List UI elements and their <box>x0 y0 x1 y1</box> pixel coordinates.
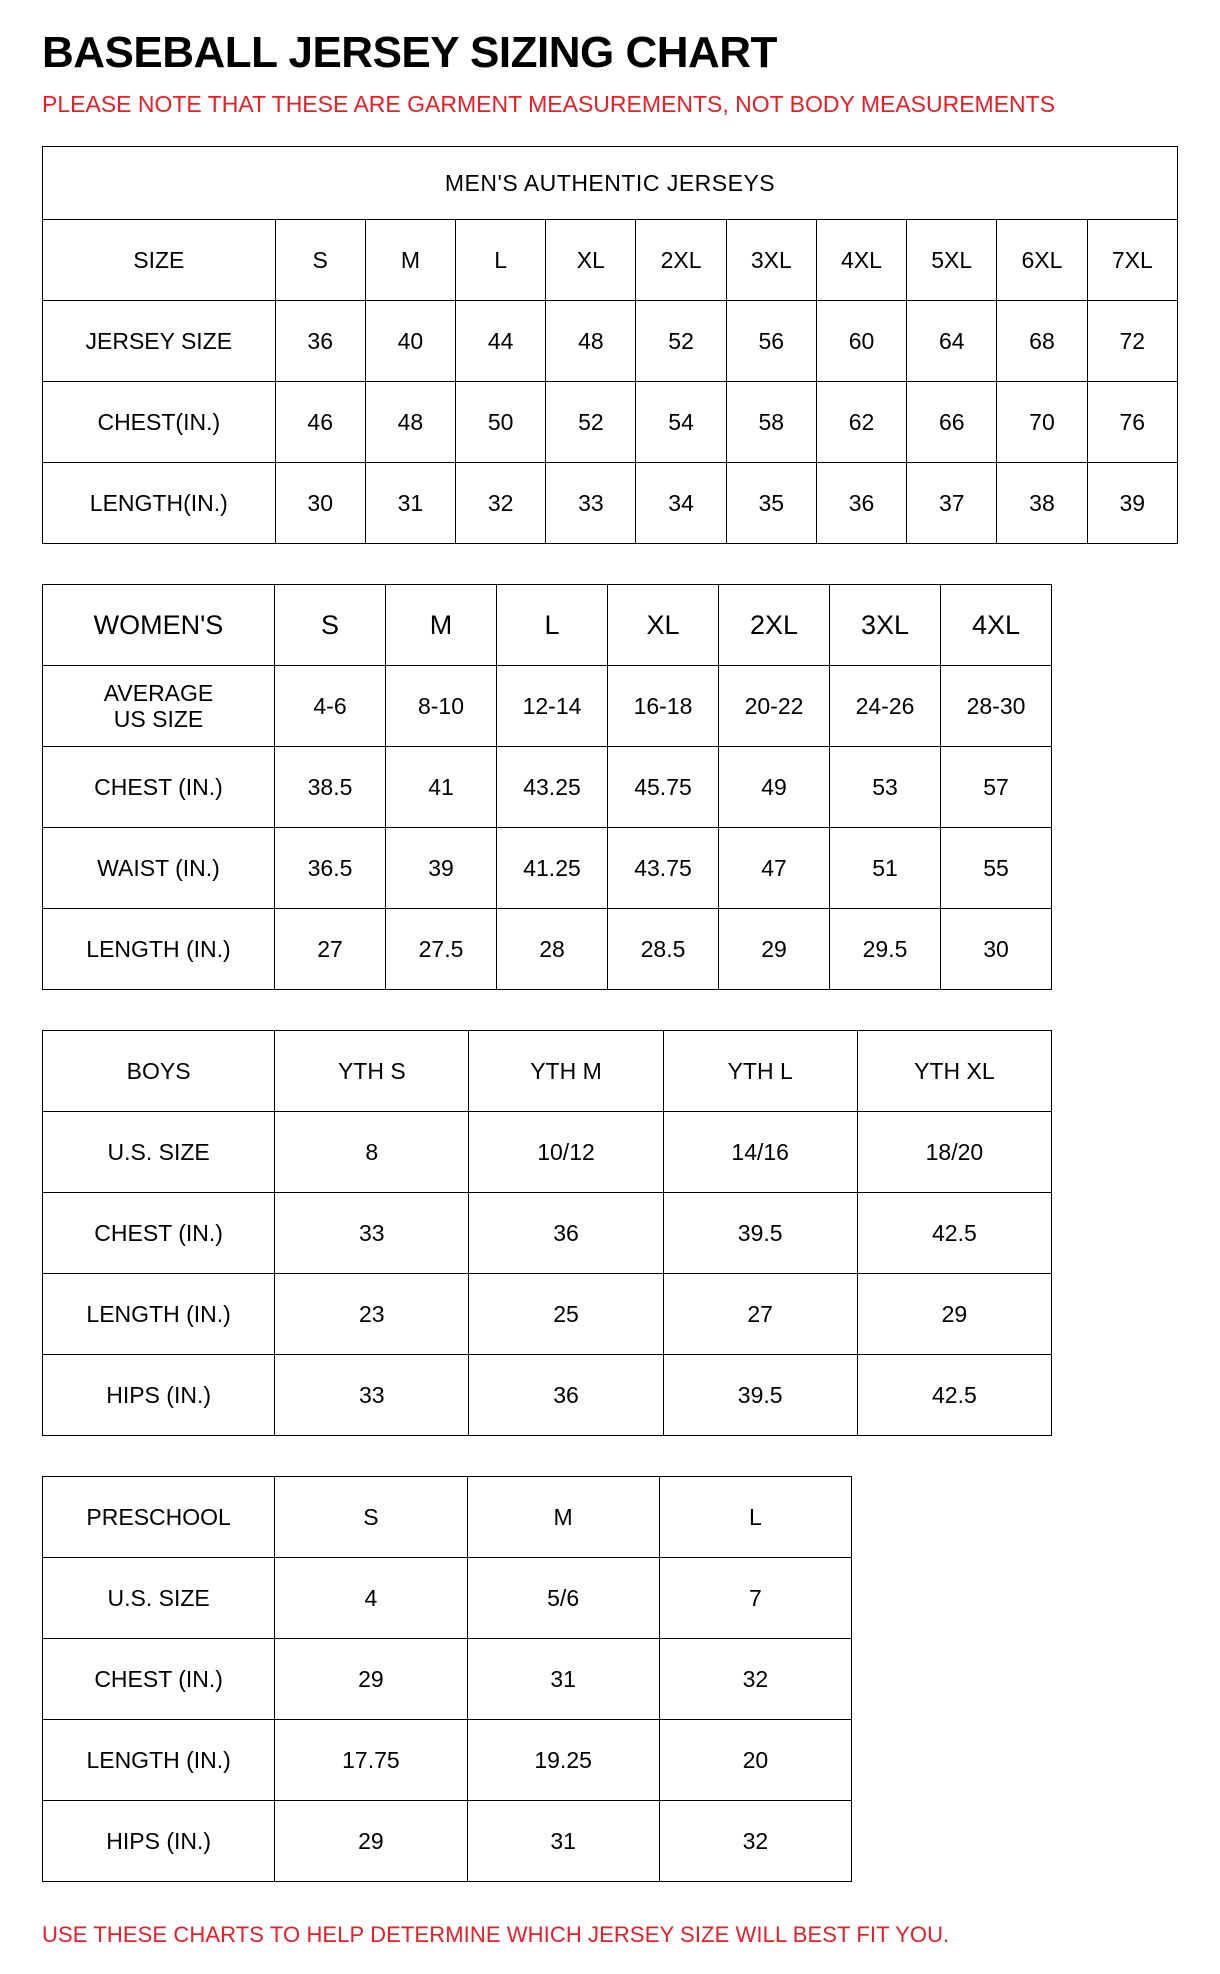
cell: 58 <box>726 382 816 463</box>
cell: 52 <box>546 382 636 463</box>
table-row <box>43 1801 852 1882</box>
cell: 7 <box>659 1558 851 1639</box>
cell: 33 <box>275 1193 469 1274</box>
cell: 32 <box>659 1801 851 1882</box>
table-row <box>43 463 1178 544</box>
preschool-band-label: PRESCHOOL <box>43 1477 275 1558</box>
cell: 4 <box>275 1558 467 1639</box>
cell: 38.5 <box>275 747 386 828</box>
table-row <box>43 1274 1052 1355</box>
cell: 33 <box>275 1355 469 1436</box>
size-header: YTH S <box>275 1031 469 1112</box>
cell: 37 <box>907 463 997 544</box>
table-row <box>43 1355 1052 1436</box>
mens-sizing-table <box>42 146 1178 544</box>
table-row <box>43 828 1052 909</box>
row-label: LENGTH(IN.) <box>43 463 276 544</box>
cell: 31 <box>467 1639 659 1720</box>
cell: S <box>275 220 365 301</box>
page-title: BASEBALL JERSEY SIZING CHART <box>42 28 777 77</box>
table-row <box>43 382 1178 463</box>
cell: 36 <box>275 301 365 382</box>
table-row <box>43 747 1052 828</box>
cell: 50 <box>456 382 546 463</box>
cell: 45.75 <box>608 747 719 828</box>
row-label: CHEST (IN.) <box>43 747 275 828</box>
mens-band-title: MEN'S AUTHENTIC JERSEYS <box>43 147 1178 220</box>
cell: 5XL <box>907 220 997 301</box>
cell: 3XL <box>726 220 816 301</box>
cell: 70 <box>997 382 1087 463</box>
cell: 29 <box>719 909 830 990</box>
cell: 41.25 <box>497 828 608 909</box>
cell: 30 <box>275 463 365 544</box>
size-header: M <box>467 1477 659 1558</box>
cell: 57 <box>941 747 1052 828</box>
size-header: M <box>386 585 497 666</box>
table-row <box>43 1639 852 1720</box>
cell: 20-22 <box>719 666 830 747</box>
size-header: XL <box>608 585 719 666</box>
cell: 32 <box>456 463 546 544</box>
cell: 60 <box>816 301 906 382</box>
size-header: L <box>497 585 608 666</box>
cell: 29 <box>857 1274 1051 1355</box>
cell: 29 <box>275 1801 467 1882</box>
cell: L <box>456 220 546 301</box>
cell: 43.75 <box>608 828 719 909</box>
cell: 31 <box>365 463 455 544</box>
table-row <box>43 1112 1052 1193</box>
size-header: 2XL <box>719 585 830 666</box>
cell: 8 <box>275 1112 469 1193</box>
cell: 68 <box>997 301 1087 382</box>
cell: 18/20 <box>857 1112 1051 1193</box>
cell: 24-26 <box>830 666 941 747</box>
cell: 46 <box>275 382 365 463</box>
cell: 4-6 <box>275 666 386 747</box>
boys-band-label: BOYS <box>43 1031 275 1112</box>
cell: 54 <box>636 382 726 463</box>
measurement-note: PLEASE NOTE THAT THESE ARE GARMENT MEASUREMENTS, NOT BODY MEASUREMENTS <box>42 91 1056 118</box>
row-label: WAIST (IN.) <box>43 828 275 909</box>
row-label: HIPS (IN.) <box>43 1355 275 1436</box>
cell: 27.5 <box>386 909 497 990</box>
table-row <box>43 1720 852 1801</box>
cell: 30 <box>941 909 1052 990</box>
size-header: S <box>275 1477 467 1558</box>
row-label-line2: US SIZE <box>113 706 204 733</box>
row-label-line1: AVERAGE <box>103 679 214 706</box>
cell: 49 <box>719 747 830 828</box>
cell: 36 <box>816 463 906 544</box>
row-label: LENGTH (IN.) <box>43 1720 275 1801</box>
cell: 36 <box>469 1355 663 1436</box>
size-header: YTH M <box>469 1031 663 1112</box>
preschool-sizing-table <box>42 1476 852 1882</box>
cell: 51 <box>830 828 941 909</box>
cell: 16-18 <box>608 666 719 747</box>
cell: 31 <box>467 1801 659 1882</box>
womens-sizing-table <box>42 584 1052 990</box>
cell: 64 <box>907 301 997 382</box>
preschool-table-header-band <box>43 1477 852 1558</box>
table-row <box>43 220 1178 301</box>
mens-table-header-band <box>43 147 1178 220</box>
cell: 32 <box>659 1639 851 1720</box>
footer-note: USE THESE CHARTS TO HELP DETERMINE WHICH JERSEY SIZE WILL BEST FIT YOU. <box>42 1922 950 1948</box>
cell: 62 <box>816 382 906 463</box>
cell: 7XL <box>1087 220 1177 301</box>
cell: 36.5 <box>275 828 386 909</box>
row-label: U.S. SIZE <box>43 1112 275 1193</box>
cell: 17.75 <box>275 1720 467 1801</box>
cell: 55 <box>941 828 1052 909</box>
cell: 40 <box>365 301 455 382</box>
cell: 27 <box>663 1274 857 1355</box>
womens-band-label: WOMEN'S <box>43 585 275 666</box>
cell: 4XL <box>816 220 906 301</box>
cell: 56 <box>726 301 816 382</box>
cell: 42.5 <box>857 1193 1051 1274</box>
cell: 28 <box>497 909 608 990</box>
cell: 34 <box>636 463 726 544</box>
cell: 12-14 <box>497 666 608 747</box>
table-row <box>43 666 1052 747</box>
cell: 43.25 <box>497 747 608 828</box>
cell: 14/16 <box>663 1112 857 1193</box>
boys-table-header-band <box>43 1031 1052 1112</box>
size-header: L <box>659 1477 851 1558</box>
cell: 20 <box>659 1720 851 1801</box>
cell: 29 <box>275 1639 467 1720</box>
size-header: S <box>275 585 386 666</box>
row-label: CHEST(IN.) <box>43 382 276 463</box>
cell: 44 <box>456 301 546 382</box>
cell: 27 <box>275 909 386 990</box>
cell: 36 <box>469 1193 663 1274</box>
row-label: HIPS (IN.) <box>43 1801 275 1882</box>
cell: 25 <box>469 1274 663 1355</box>
womens-table-header-band <box>43 585 1052 666</box>
cell: 39 <box>1087 463 1177 544</box>
cell: 28.5 <box>608 909 719 990</box>
size-header: YTH L <box>663 1031 857 1112</box>
row-label: LENGTH (IN.) <box>43 909 275 990</box>
table-row <box>43 301 1178 382</box>
cell: 19.25 <box>467 1720 659 1801</box>
cell: 29.5 <box>830 909 941 990</box>
row-label: CHEST (IN.) <box>43 1639 275 1720</box>
cell: 6XL <box>997 220 1087 301</box>
cell: 38 <box>997 463 1087 544</box>
cell: 23 <box>275 1274 469 1355</box>
cell: 48 <box>365 382 455 463</box>
row-label: LENGTH (IN.) <box>43 1274 275 1355</box>
cell: 66 <box>907 382 997 463</box>
cell: 47 <box>719 828 830 909</box>
table-row <box>43 1193 1052 1274</box>
table-row <box>43 909 1052 990</box>
cell: 39.5 <box>663 1193 857 1274</box>
size-header: 4XL <box>941 585 1052 666</box>
cell: 48 <box>546 301 636 382</box>
cell: M <box>365 220 455 301</box>
cell: 39 <box>386 828 497 909</box>
row-label: CHEST (IN.) <box>43 1193 275 1274</box>
cell: 10/12 <box>469 1112 663 1193</box>
size-header: YTH XL <box>857 1031 1051 1112</box>
cell: 2XL <box>636 220 726 301</box>
cell: 5/6 <box>467 1558 659 1639</box>
size-header: 3XL <box>830 585 941 666</box>
cell: 35 <box>726 463 816 544</box>
cell: 41 <box>386 747 497 828</box>
table-row <box>43 1558 852 1639</box>
boys-sizing-table <box>42 1030 1052 1436</box>
row-label <box>43 666 275 747</box>
cell: 42.5 <box>857 1355 1051 1436</box>
cell: 76 <box>1087 382 1177 463</box>
cell: 53 <box>830 747 941 828</box>
cell: 28-30 <box>941 666 1052 747</box>
row-label: U.S. SIZE <box>43 1558 275 1639</box>
cell: 33 <box>546 463 636 544</box>
cell: 39.5 <box>663 1355 857 1436</box>
cell: 72 <box>1087 301 1177 382</box>
cell: XL <box>546 220 636 301</box>
cell: 52 <box>636 301 726 382</box>
row-label: JERSEY SIZE <box>43 301 276 382</box>
row-label: SIZE <box>43 220 276 301</box>
cell: 8-10 <box>386 666 497 747</box>
